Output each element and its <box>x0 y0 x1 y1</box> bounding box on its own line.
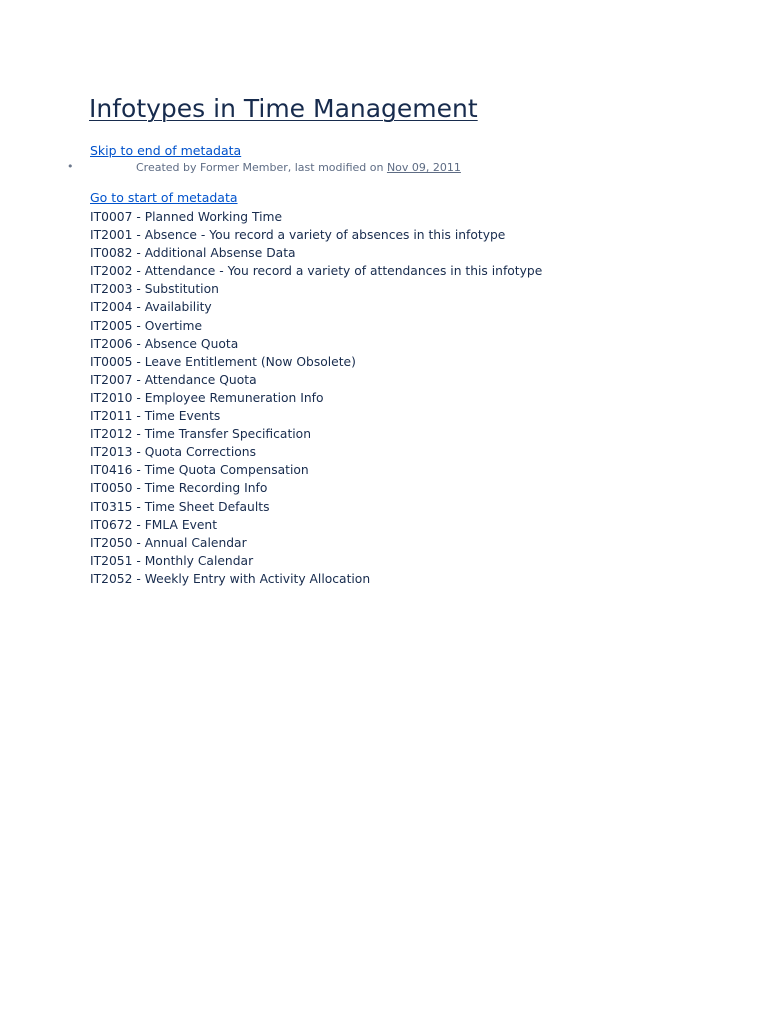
infotype-item: IT2010 - Employee Remuneration Info <box>90 390 324 405</box>
infotype-list <box>90 208 542 588</box>
infotype-item: IT2052 - Weekly Entry with Activity Allocation <box>90 571 371 586</box>
infotype-item: IT2003 - Substitution <box>90 282 219 297</box>
created-by-text: Created by Former Member, last modified on <box>136 161 387 174</box>
infotype-item: IT2006 - Absence Quota <box>90 336 239 351</box>
infotype-item: IT2001 - Absence - You record a variety of absences in this infotype <box>90 228 506 243</box>
infotype-item: IT0005 - Leave Entitlement (Now Obsolete) <box>90 354 356 369</box>
infotype-item: IT0050 - Time Recording Info <box>90 481 268 496</box>
last-modified-date-link[interactable]: Nov 09, 2011 <box>386 161 461 174</box>
infotype-item: IT0672 - FMLA Event <box>90 517 218 532</box>
infotype-item: IT2011 - Time Events <box>90 409 221 424</box>
infotype-item: IT2007 - Attendance Quota <box>90 372 257 387</box>
page-metadata <box>136 161 461 174</box>
page-title: Infotypes in Time Management <box>89 94 478 123</box>
infotype-item: IT2012 - Time Transfer Specification <box>90 427 311 442</box>
infotype-item: IT2004 - Availability <box>90 300 212 315</box>
infotype-item: IT0416 - Time Quota Compensation <box>90 463 309 478</box>
infotype-item: IT2050 - Annual Calendar <box>90 535 247 550</box>
infotype-item: IT0007 - Planned Working Time <box>90 210 283 224</box>
go-to-start-of-metadata-link[interactable]: Go to start of metadata <box>90 190 238 205</box>
metadata-bullet: • <box>67 160 74 173</box>
infotype-item: IT2013 - Quota Corrections <box>90 445 256 460</box>
infotype-item: IT2005 - Overtime <box>90 318 203 333</box>
infotype-item: IT0082 - Additional Absense Data <box>90 246 296 261</box>
infotype-item: IT0315 - Time Sheet Defaults <box>90 499 270 514</box>
infotype-item: IT2002 - Attendance - You record a variety of attendances in this infotype <box>90 264 543 279</box>
infotype-item: IT2051 - Monthly Calendar <box>90 553 254 568</box>
skip-to-end-of-metadata-link[interactable]: Skip to end of metadata <box>90 143 242 158</box>
